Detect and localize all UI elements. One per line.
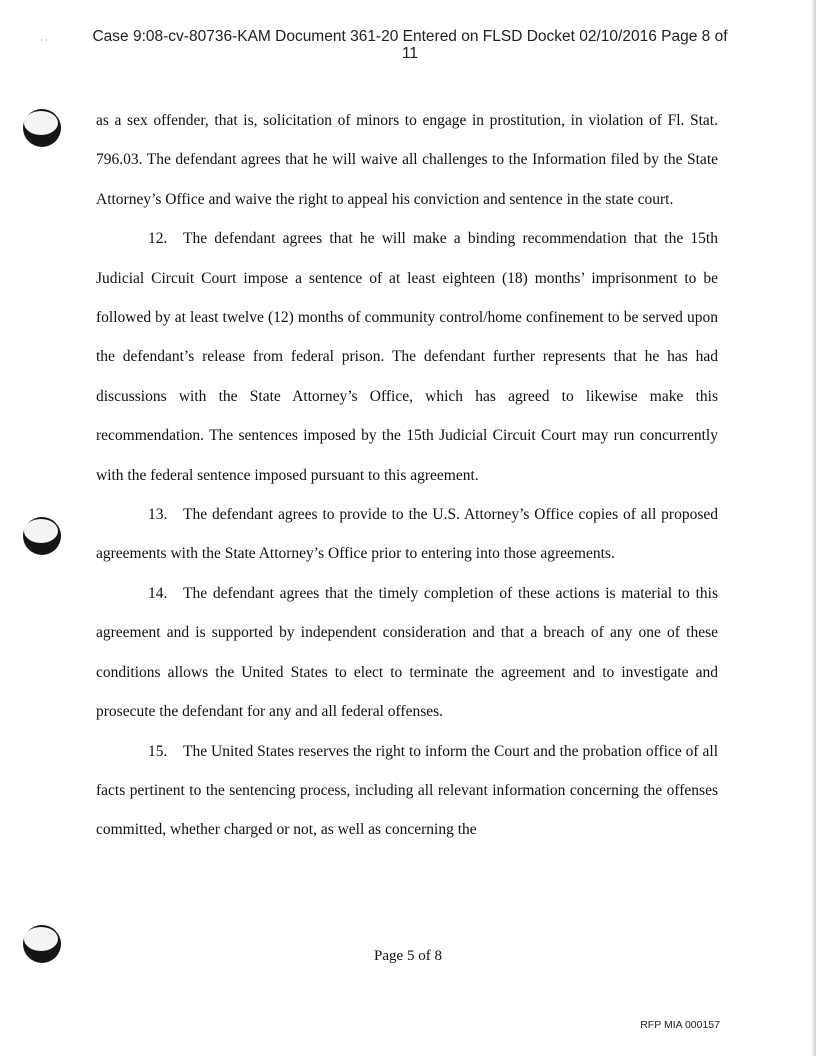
paragraph-number: 13. [148,506,168,524]
paragraph-12 [96,219,718,495]
case-header-page-total: 11 [401,45,419,62]
paragraph-15 [96,732,718,850]
document-body [96,101,718,850]
paragraph-text: The defendant agrees to provide to the U.S. Attorney’s Office copies of all proposed agreements with the State Attorney’s Office prior to entering into those agreements. [96,506,718,563]
paragraph-number: 14. [148,584,168,602]
bates-number: RFP MIA 000157 [640,1019,720,1031]
paragraph-text: The defendant agrees that he will make a binding recommendation that the 15th Judicial Circuit Court impose a sentence of at least eighteen (18) months’ imprisonment to be followed by at least twelve (12) months of community control/home confinement to be served upon the defendant’s release from federal prison. The defendant further represents that he has had discussions with the State Attorney’s Office, which has agreed to likewise make this recommendation. The sentences imposed by the 15th Judicial Circuit Court may run concurrently with the federal sentence imposed pursuant to this agreement. [96,230,718,484]
scan-edge-shadow [811,0,816,1056]
paragraph-14 [96,574,718,732]
case-header-line: Case 9:08-cv-80736-KAM Document 361-20 Entered on FLSD Docket 02/10/2016 Page 8 of [92,28,728,45]
scan-specks: · · [40,36,48,45]
page-number-label: Page 5 of 8 [374,948,442,964]
case-header [60,28,760,62]
punch-hole-icon [20,106,64,150]
continuation-paragraph: as a sex offender, that is, solicitation of minors to engage in prostitution, in violation of Fl. Stat. 796.03. The defendant agrees that he will waive all challenges to the Information filed by the State Attorney’s Office and waive the right to appeal his conviction and sentence in the state court. [96,112,718,208]
punch-hole-icon [20,514,64,558]
paragraph-13 [96,495,718,574]
paragraph-number: 12. [148,230,168,248]
paragraph-text: The United States reserves the right to inform the Court and the probation office of all facts pertinent to the sentencing process, including all relevant information concerning the offenses committed, whether charged or not, as well as concerning the [96,742,718,839]
paragraph-text: The defendant agrees that the timely completion of these actions is material to this agreement and is supported by independent consideration and that a breach of any one of these conditions allows the United States to elect to terminate the agreement and to investigate and prosecute the defendant for any and all federal offenses. [96,584,718,721]
paragraph-number: 15. [148,742,168,760]
